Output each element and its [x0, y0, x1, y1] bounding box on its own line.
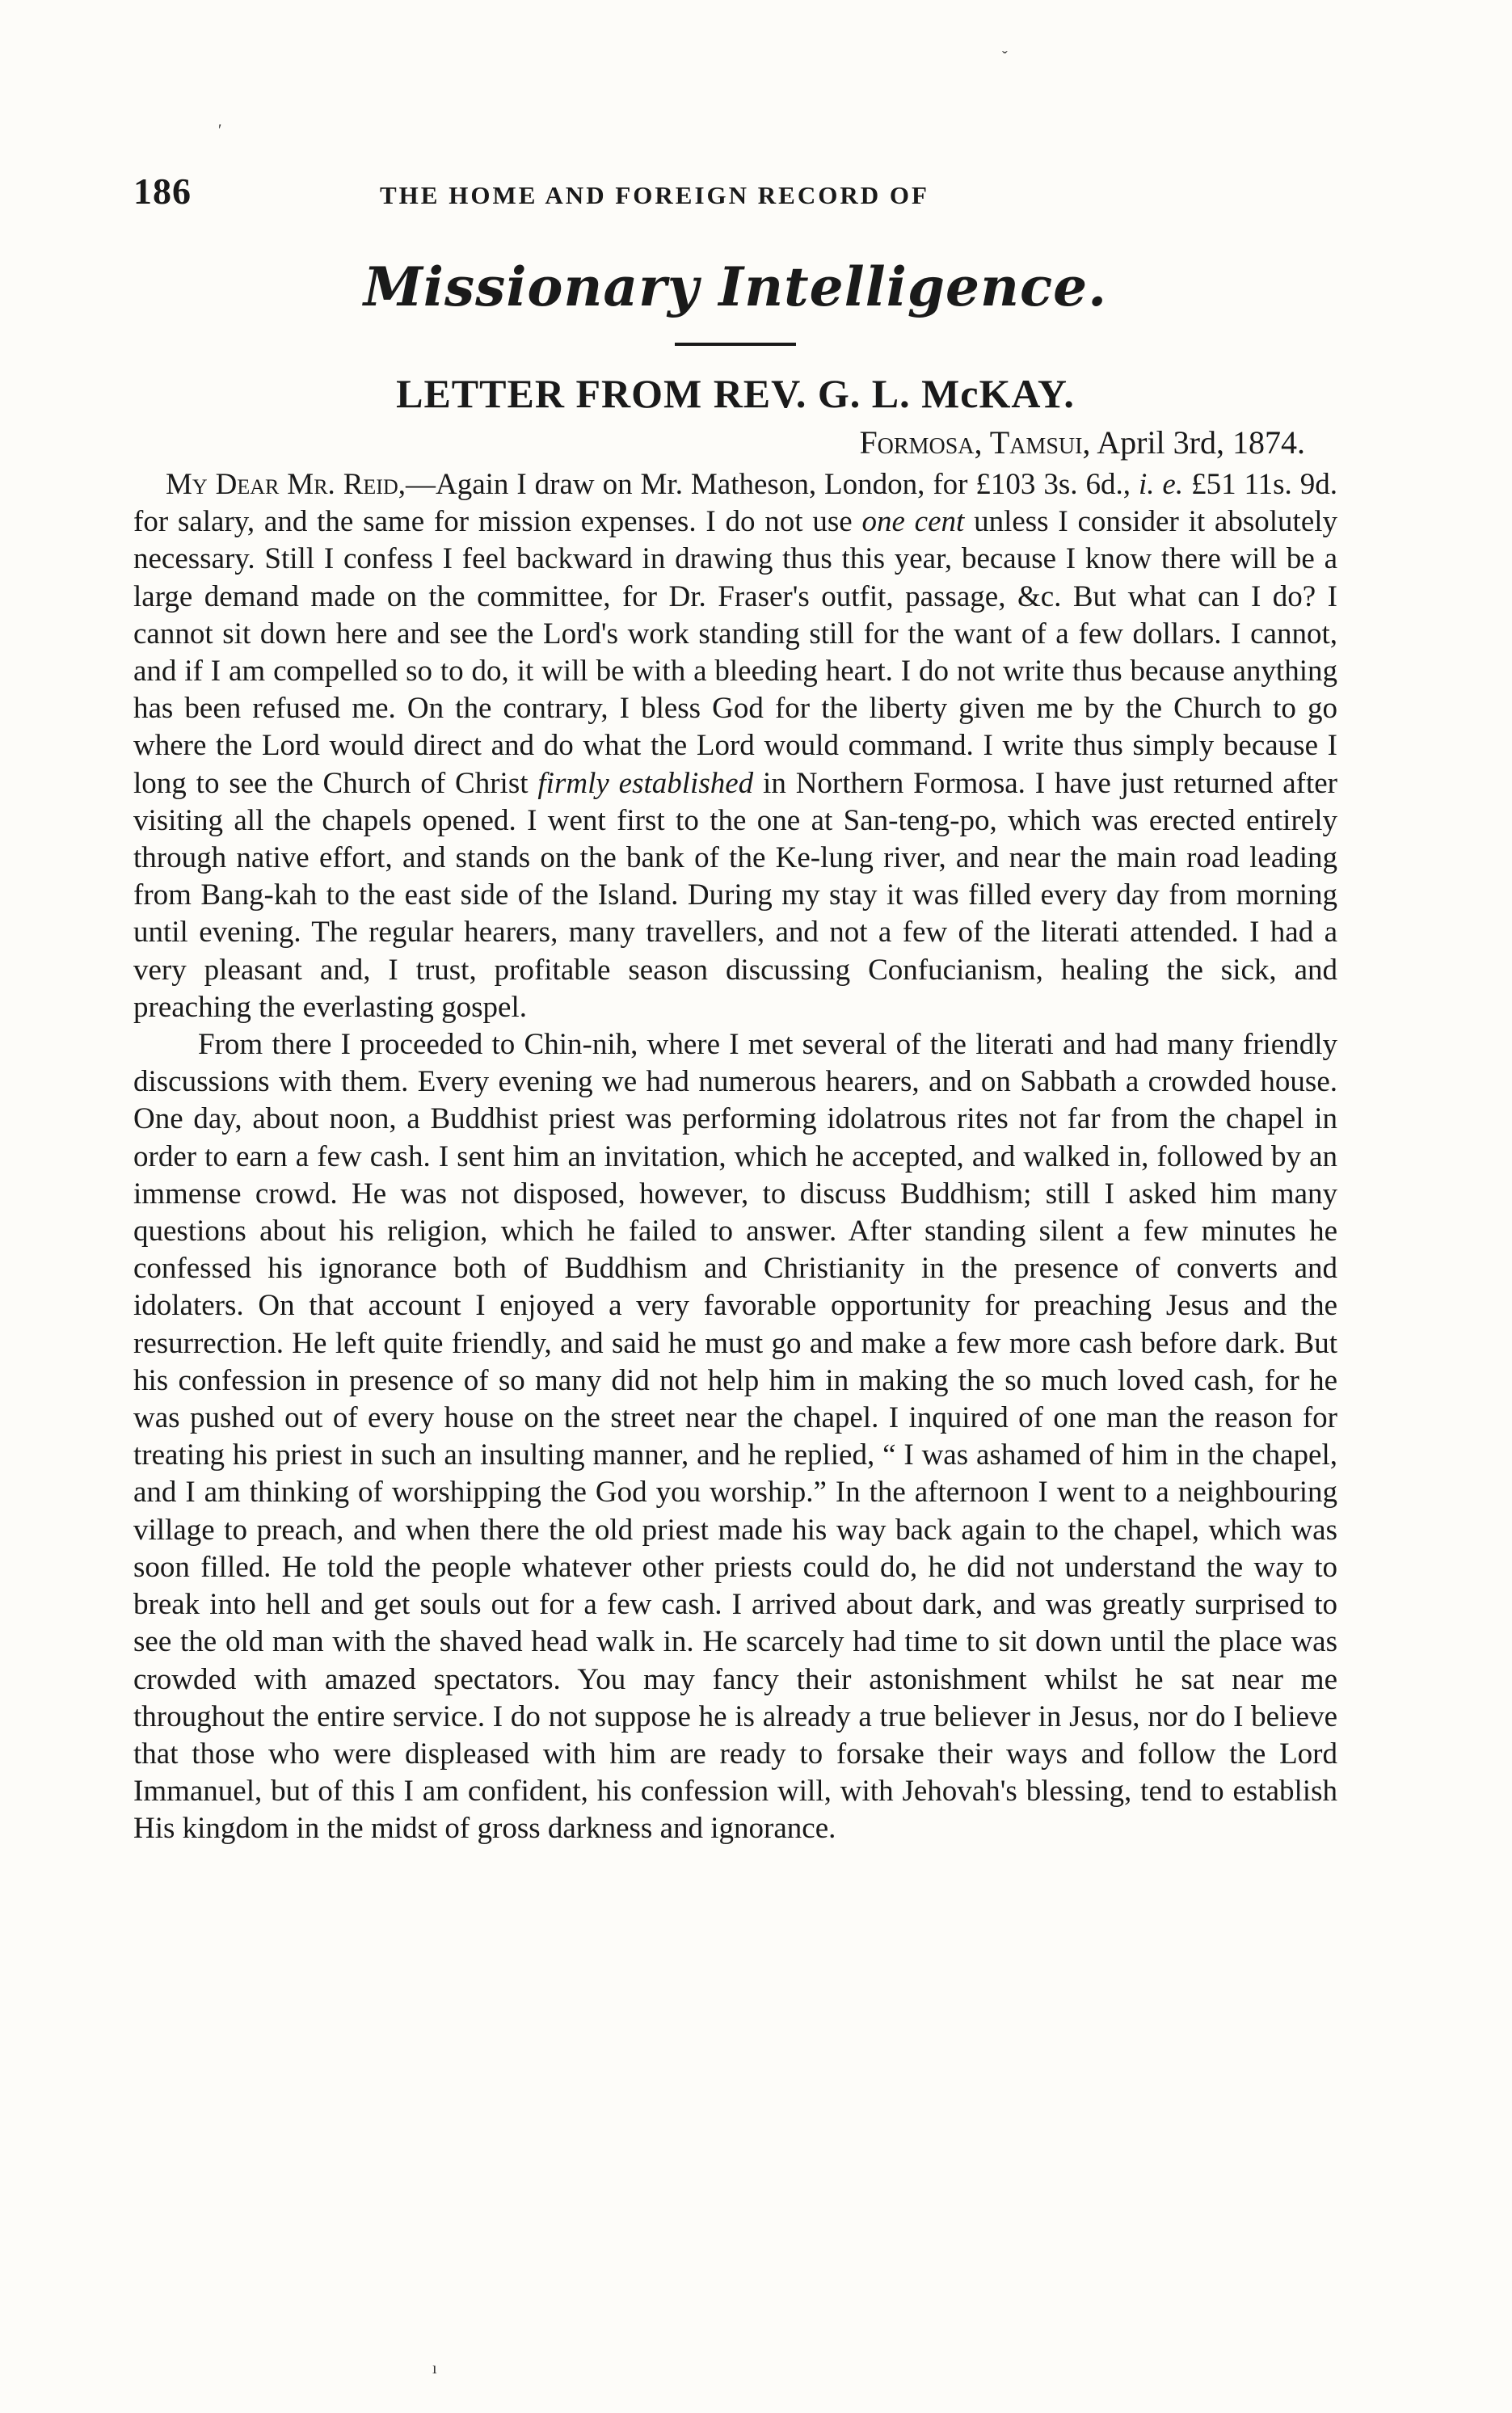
salutation: My Dear Mr. Reid, [166, 468, 406, 501]
section-title: Missionary Intelligence. [363, 255, 1108, 318]
firmly-established-italic: firmly established [537, 766, 754, 800]
paragraph-2: From there I proceeded to Chin-nih, where I met several of the literati and had many friendly discussions with them. Every evening we had numerous hearers, and on Sabbath a crowded house. One day, about noon, a Buddhist priest was performing idolatrous rites not far from the chapel in order to earn a few cash. I sent him an invitation, which he accepted, and walked in, followed by an immense crowd. He was not disposed, however, to discuss Buddhism; still I asked him many questions about his religion, which he failed to answer. After standing silent a few minutes he confessed his ignorance both of Buddhism and Christianity in the presence of converts and idolaters. On that account I enjoyed a very favorable opportunity for preaching Jesus and the resurrection. He left quite friendly, and said he must go and make a few more cash before dark. But his confession in presence of so many did not help him in making the so much loved cash, for he was pushed out of every house on the street near the chapel. I inquired of one man the reason for treating his priest in such an insulting manner, and he replied, “ I was ashamed of him in the chapel, and I am thinking of worshipping the God you worship.” In the afternoon I went to a neighbouring village to preach, and when there the old priest made his way back again to the chapel, which was soon filled. He told the people whatever other priests could do, he did not understand the way to break into hell and get souls out for a few cash. I arrived about dark, and was greatly surprised to see the old man with the shaved head walk in. He scarcely had time to sit down until the place was crowded with amazed spectators. You may fancy their astonishment whilst he sat near me throughout the entire service. I do not suppose he is already a true believer in Jesus, nor do I believe that those who were displeased with him are ready to forsake their ways and follow the Lord Immanuel, but of this I am confident, his confession will, with Jehovah's blessing, tend to establish His kingdom in the midst of gross darkness and ignorance. [133, 1028, 1337, 1846]
running-head [133, 162, 1337, 226]
paragraph-1-text-a: —Again I draw on Mr. Matheson, London, for £103 3s. 6d., [406, 468, 1139, 501]
letter-title: LETTER FROM REV. G. L. McKAY. [396, 371, 1075, 416]
dateline-place: Formosa, Tamsui, [859, 424, 1091, 461]
ie-italic: i. e. [1138, 468, 1184, 501]
scan-speck: ′ [218, 121, 222, 139]
scan-speck: ˇ [1002, 48, 1008, 66]
dateline-date: April 3rd, 1874. [1097, 424, 1305, 461]
page-number: 186 [133, 171, 192, 212]
paragraph-1-text-b: £51 11s. 9d. for salary, and the same for mission expenses. I do not use [133, 468, 1337, 539]
page [133, 162, 1337, 1848]
one-cent-italic: one cent [861, 505, 965, 539]
scan-speck: ı [432, 2360, 437, 2377]
running-title: THE HOME AND FOREIGN RECORD OF [380, 181, 929, 209]
paragraph-1 [133, 466, 1337, 1026]
title-rule [675, 343, 796, 346]
paragraph-1-text-d: in Northern Formosa. I have just returned after visiting all the chapels opened. I went first to the one at San-teng-po, which was erected entirely through native effort, and stands on the bank of the Ke-lung river, and near the main road leading from Bang-kah to the east side of the Island. During my stay it was filled every day from morning until evening. The regular hearers, many travellers, and not a few of the literati attended. I had a very pleasant and, I trust, profitable season discussing Confucianism, healing the sick, and preaching the everlasting gospel. [133, 766, 1337, 1024]
paragraph-1-text-c: unless I consider it absolutely necessary. Still I confess I feel backward in drawing thus this year, because I know there will be a large demand made on the committee, for Dr. Fraser's outfit, passage, &c. But what can I do? I cannot sit down here and see the Lord's work standing still for the want of a few dollars. I cannot, and if I am compelled so to do, it will be with a bleeding heart. I do not write thus because anything has been refused me. On the contrary, I bless God for the liberty given me by the Church to go where the Lord would direct and do what the Lord would command. I write thus simply because I long to see the Church of Christ [133, 505, 1338, 800]
dateline [133, 423, 1337, 461]
